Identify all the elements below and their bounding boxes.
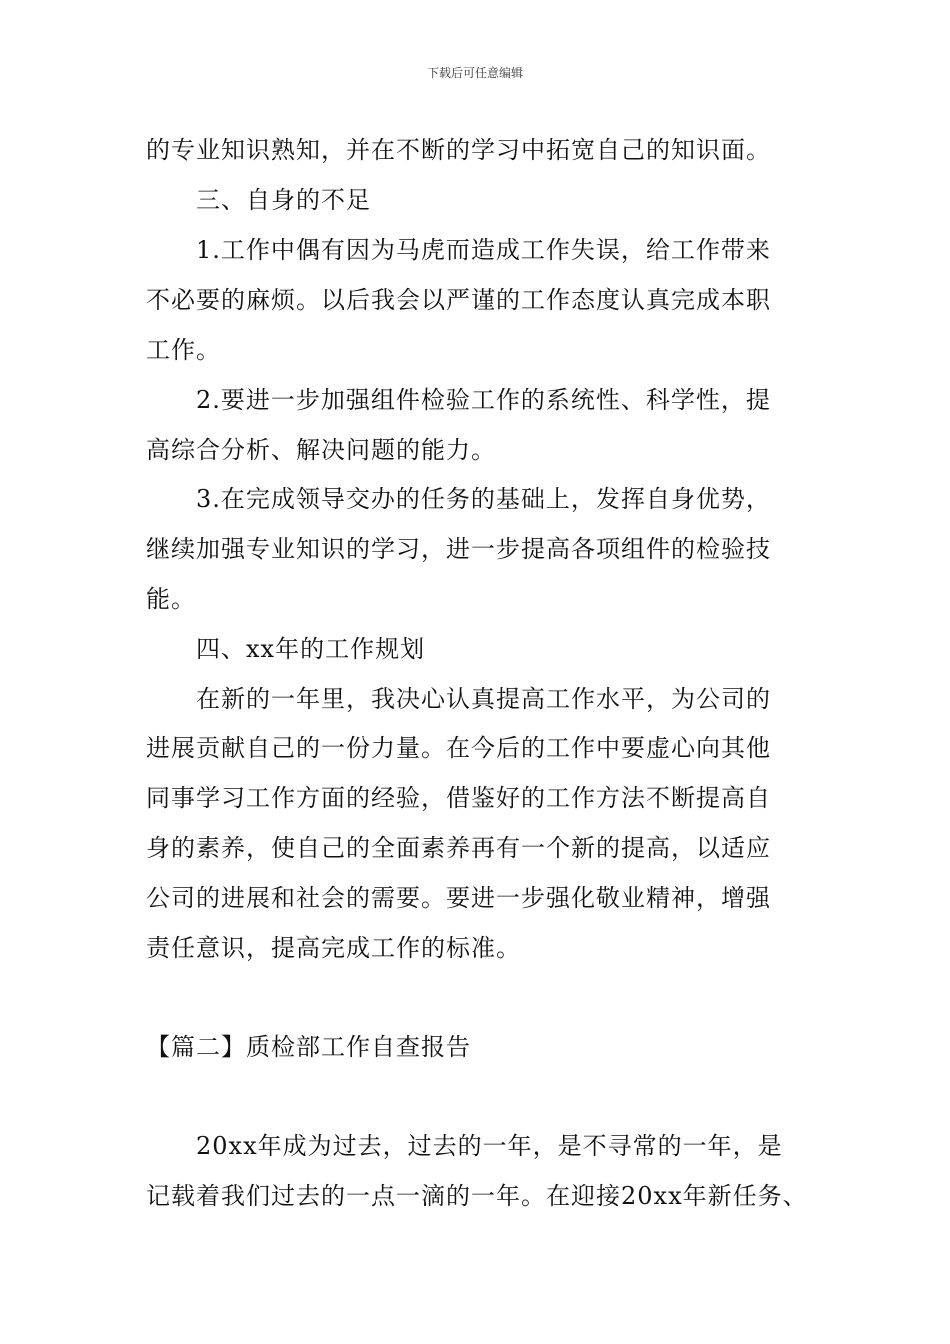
text-line: 记载着我们过去的一点一滴的一年。在迎接20xx年新任务、 [146, 1182, 808, 1210]
text-line: 2.要进一步加强组件检验工作的系统性、科学性，提 [196, 386, 771, 414]
text-line: 身的素养，使自己的全面素养再有一个新的提高，以适应 [146, 834, 771, 862]
text-line: 公司的进展和社会的需要。要进一步强化敬业精神，增强 [146, 884, 771, 912]
text-line: 继续加强专业知识的学习，进一步提高各项组件的检验技 [146, 535, 771, 563]
text-line: 20xx年成为过去，过去的一年，是不寻常的一年，是 [196, 1132, 783, 1160]
text-line: 的专业知识熟知，并在不断的学习中拓宽自己的知识面。 [146, 136, 771, 164]
text-line: 3.在完成领导交办的任务的基础上，发挥自身优势， [196, 485, 771, 513]
text-line: 能。 [146, 585, 196, 613]
section-heading: 三、自身的不足 [196, 186, 371, 214]
text-line: 不必要的麻烦。以后我会以严谨的工作态度认真完成本职 [146, 286, 771, 314]
text-line: 1.工作中偶有因为马虎而造成工作失误，给工作带来 [196, 236, 771, 264]
text-line: 责任意识，提高完成工作的标准。 [146, 934, 521, 962]
section-heading: 四、xx年的工作规划 [196, 635, 426, 663]
text-line: 同事学习工作方面的经验，借鉴好的工作方法不断提高自 [146, 784, 771, 812]
page-header: 下载后可任意编辑 [426, 66, 523, 80]
text-line: 工作。 [146, 336, 221, 364]
text-line: 高综合分析、解决问题的能力。 [146, 436, 496, 464]
text-line: 在新的一年里，我决心认真提高工作水平，为公司的 [196, 685, 771, 713]
text-line: 进展贡献自己的一份力量。在今后的工作中要虚心向其他 [146, 734, 771, 762]
section-title: 【篇二】质检部工作自查报告 [146, 1033, 471, 1061]
